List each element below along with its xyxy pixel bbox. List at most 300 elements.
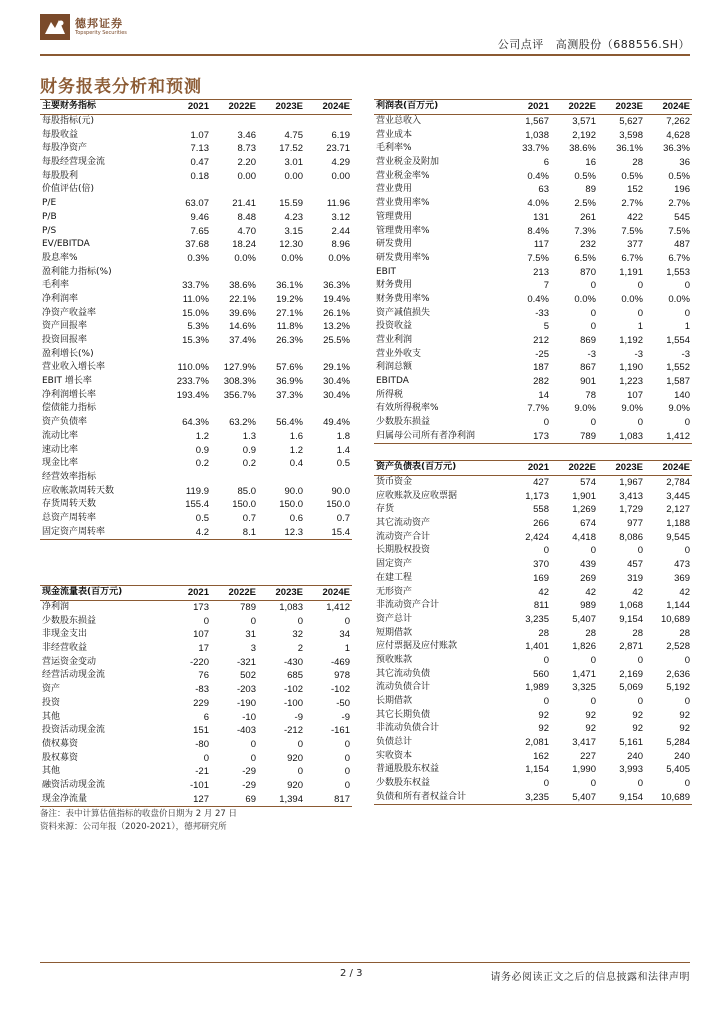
cell-value: 0.3% — [187, 252, 209, 264]
cell-value: 150.0 — [326, 499, 350, 511]
cell-value: 0 — [684, 696, 690, 708]
cell-value: 0 — [590, 307, 596, 319]
cell-value: 0.4% — [527, 293, 549, 305]
table-row — [40, 430, 352, 444]
cell-value: 1,826 — [572, 641, 596, 653]
year-header: 2021 — [164, 586, 211, 601]
row-label: 资产 — [42, 684, 61, 695]
cell-value: 1,154 — [525, 764, 549, 776]
cell-value: 10,689 — [645, 791, 692, 805]
cell-value: 0.00 — [237, 170, 256, 182]
table-row — [40, 628, 352, 642]
cell-value: 1.4 — [336, 444, 350, 456]
table-row — [374, 626, 692, 640]
cell-value: -3 — [634, 348, 643, 360]
table-row — [40, 224, 352, 238]
cell-value: 92 — [538, 709, 549, 721]
row-label: 固定资产周转率 — [40, 525, 164, 539]
row-label: 存货周转天数 — [42, 499, 97, 510]
row-label: 短期借款 — [376, 627, 413, 638]
cell-value: 487 — [674, 239, 690, 251]
cell-value: 1,190 — [619, 362, 643, 374]
table-row — [374, 361, 692, 375]
cell-value: 1,394 — [258, 792, 305, 806]
table-row — [374, 320, 692, 334]
table-row — [374, 777, 692, 791]
row-label: 投资回报率 — [42, 335, 88, 346]
cell-value: 17.52 — [279, 143, 303, 155]
table-row — [40, 142, 352, 156]
cell-value: -9 — [341, 711, 350, 723]
year-header: 2024E — [305, 586, 352, 601]
cell-value: 30.4% — [323, 376, 350, 388]
cell-value: 107 — [193, 629, 209, 641]
cell-value: 76 — [198, 670, 209, 682]
cell-value: 11.96 — [326, 198, 350, 210]
cell-value: 2.20 — [237, 157, 256, 169]
row-label: 营业成本 — [376, 129, 413, 140]
cell-value: 6.7% — [621, 252, 643, 264]
cell-value: 1,990 — [572, 764, 596, 776]
cell-value — [258, 347, 305, 361]
cell-value: 2,528 — [666, 641, 690, 653]
row-label: EBIT 增长率 — [42, 376, 92, 387]
cell-value: 3.12 — [331, 211, 350, 223]
cell-value: 1.3 — [242, 430, 256, 442]
table-row — [40, 669, 352, 683]
cell-value: 69 — [211, 792, 258, 806]
cell-value: 22.1% — [229, 293, 256, 305]
cell-value: 29.1% — [323, 362, 350, 374]
cell-value — [305, 183, 352, 197]
table-row — [40, 361, 352, 375]
cell-value: 1,412 — [326, 602, 350, 614]
cell-value: 0.9 — [242, 444, 256, 456]
cell-value: 2.7% — [621, 198, 643, 210]
cell-value: 107 — [627, 389, 643, 401]
row-label: 债权募资 — [42, 738, 79, 749]
cell-value — [258, 183, 305, 197]
table-row — [40, 457, 352, 471]
cell-value: 789 — [240, 602, 256, 614]
cell-value: 162 — [533, 750, 549, 762]
cell-value: 19.2% — [276, 293, 303, 305]
cell-value: 169 — [533, 572, 549, 584]
cell-value: 7.7% — [527, 403, 549, 415]
row-label: 其他 — [42, 711, 61, 722]
company-name: 高测股份（688556.SH） — [555, 38, 690, 51]
cell-value: 2.7% — [668, 198, 690, 210]
table-row — [40, 252, 352, 266]
cell-value: 558 — [533, 504, 549, 516]
cell-value — [211, 265, 258, 279]
cell-value: 7.65 — [190, 225, 209, 237]
cell-value: -403 — [236, 725, 256, 737]
table-row — [40, 642, 352, 656]
cell-value: -3 — [681, 348, 690, 360]
cell-value: 0.7 — [242, 512, 256, 524]
cell-value — [164, 183, 211, 197]
cell-value — [305, 347, 352, 361]
row-label: 营业税金及附加 — [376, 157, 440, 168]
cell-value — [211, 114, 258, 128]
row-label: 盈利增长(%) — [42, 348, 94, 359]
row-label: 财务费用率% — [376, 293, 430, 304]
row-label: 预收账款 — [376, 654, 413, 665]
row-label: 营业外收支 — [376, 348, 422, 359]
cell-value: 127.9% — [223, 362, 256, 374]
cell-value: -10 — [242, 711, 256, 723]
cell-value: 439 — [580, 559, 596, 571]
row-label: 其它长期负债 — [376, 709, 431, 720]
cell-value: 30.4% — [323, 389, 350, 401]
row-label: 股权募资 — [42, 752, 79, 763]
cell-value: 19.4% — [323, 293, 350, 305]
row-label: 融资活动现金流 — [42, 779, 106, 790]
row-label: 负债总计 — [376, 737, 413, 748]
cell-value — [305, 265, 352, 279]
table-row — [40, 738, 352, 752]
table-row — [374, 763, 692, 777]
cell-value: 240 — [674, 750, 690, 762]
row-label: 少数股东损益 — [42, 615, 97, 626]
cell-value: 173 — [504, 430, 551, 444]
cell-value: 0.5% — [621, 170, 643, 182]
table-header-row — [374, 100, 692, 115]
row-label: 固定资产 — [376, 559, 413, 570]
table-row — [374, 640, 692, 654]
cell-value: 457 — [627, 559, 643, 571]
cell-value: 2.5% — [574, 198, 596, 210]
table-row — [374, 142, 692, 156]
cell-value: 27.1% — [276, 307, 303, 319]
row-label: 无形资产 — [376, 586, 413, 597]
cell-value: -321 — [236, 656, 256, 668]
row-label: 少数股东权益 — [376, 778, 431, 789]
cell-value: 89 — [585, 184, 596, 196]
cell-value: 0.0% — [234, 252, 256, 264]
cell-value: 6 — [203, 711, 209, 723]
cell-value: -29 — [242, 766, 256, 778]
table-row — [374, 667, 692, 681]
table-row — [374, 736, 692, 750]
cell-value: 193.4% — [176, 389, 209, 401]
balance-sheet-table — [374, 460, 692, 805]
cell-value: 0 — [344, 752, 350, 764]
table-row — [40, 347, 352, 361]
row-label: 营运资金变动 — [42, 656, 97, 667]
table-row — [40, 512, 352, 526]
row-label: 长期股权投资 — [376, 545, 431, 556]
row-label: 营业利润 — [376, 335, 413, 346]
cell-value: 1,552 — [666, 362, 690, 374]
section-title: 财务报表分析和预测 — [40, 77, 202, 97]
cell-value: 9.0% — [668, 403, 690, 415]
table-row — [374, 402, 692, 416]
row-label: 非流动负债合计 — [376, 723, 440, 734]
table-row — [374, 279, 692, 293]
cell-value — [211, 402, 258, 416]
table-row — [40, 293, 352, 307]
cell-value: 227 — [580, 750, 596, 762]
table-row — [374, 517, 692, 531]
cell-value — [211, 347, 258, 361]
cell-value: 502 — [240, 670, 256, 682]
cell-value: 1,567 — [525, 116, 549, 128]
row-label: 实收资本 — [376, 750, 413, 761]
cell-value: 90.0 — [284, 485, 303, 497]
cell-value: 2 — [297, 643, 303, 655]
table-row — [374, 114, 692, 128]
cell-value: 36 — [679, 157, 690, 169]
cell-value: 427 — [533, 477, 549, 489]
row-label: 其他 — [42, 766, 61, 777]
cell-value — [164, 471, 211, 485]
cell-value — [258, 471, 305, 485]
cash-flow-table — [40, 585, 352, 807]
table-row — [374, 306, 692, 320]
year-header: 2021 — [164, 100, 211, 115]
table-row — [40, 765, 352, 779]
table-row — [40, 484, 352, 498]
cell-value: 0 — [297, 766, 303, 778]
row-label: 营业收入增长率 — [42, 362, 106, 373]
main-indicators-table — [40, 99, 352, 540]
cell-value: 0 — [590, 654, 596, 666]
cell-value: -102 — [330, 684, 350, 696]
cell-value: 2,127 — [666, 504, 690, 516]
cell-value: 117 — [533, 239, 549, 251]
year-header: 2023E — [598, 461, 645, 476]
cell-value: -203 — [236, 684, 256, 696]
row-label: 每股经营现金流 — [42, 157, 106, 168]
row-label: 偿债能力指标 — [42, 403, 97, 414]
cell-value: 63 — [538, 184, 549, 196]
row-label: 利润总额 — [376, 362, 413, 373]
row-label: 价值评估(倍) — [42, 184, 95, 195]
cell-value: 0 — [543, 654, 549, 666]
cell-value: 11.0% — [182, 293, 209, 305]
cell-value: 173 — [193, 602, 209, 614]
cell-value: 0.7 — [336, 512, 350, 524]
table-row — [40, 600, 352, 614]
cell-value: 0 — [684, 778, 690, 790]
cell-value: 196 — [674, 184, 690, 196]
cell-value: -101 — [189, 779, 209, 791]
row-label: 投资 — [42, 697, 61, 708]
table-row — [374, 475, 692, 489]
cell-value: 92 — [679, 709, 690, 721]
table-row — [40, 697, 352, 711]
table-row — [374, 224, 692, 238]
table-row — [40, 655, 352, 669]
cell-value: 319 — [627, 572, 643, 584]
cell-value: 0 — [203, 615, 209, 627]
row-label: 每股净资产 — [42, 143, 88, 154]
cell-value: 1.8 — [336, 430, 350, 442]
cell-value: 1,192 — [619, 335, 643, 347]
table-title: 主要财务指标 — [40, 100, 164, 115]
row-label: 资产减值损失 — [376, 307, 431, 318]
cell-value: 978 — [334, 670, 350, 682]
cell-value: 42 — [632, 586, 643, 598]
cell-value: 3,413 — [619, 490, 643, 502]
cell-value: 39.6% — [229, 307, 256, 319]
row-label: 归属母公司所有者净利润 — [374, 430, 504, 444]
cell-value: 7 — [543, 280, 549, 292]
row-label: 在建工程 — [376, 572, 413, 583]
cell-value: 119.9 — [185, 485, 209, 497]
cell-value — [258, 265, 305, 279]
cell-value: 92 — [585, 709, 596, 721]
year-header: 2024E — [645, 100, 692, 115]
cell-value: 63.2% — [229, 417, 256, 429]
cell-value: 1,729 — [619, 504, 643, 516]
cell-value: 0.0% — [328, 252, 350, 264]
cell-value: 42 — [538, 586, 549, 598]
row-label: 普通股股东权益 — [376, 764, 440, 775]
table-notes — [40, 808, 237, 834]
cell-value: 3.46 — [237, 129, 256, 141]
cell-value: 869 — [580, 335, 596, 347]
cell-value: 0 — [637, 307, 643, 319]
cell-value: 7.5% — [621, 225, 643, 237]
cell-value: 0 — [590, 321, 596, 333]
year-header: 2022E — [211, 100, 258, 115]
row-label: 营业费用 — [376, 184, 413, 195]
cell-value: 150.0 — [232, 499, 256, 511]
cell-value: 0 — [684, 280, 690, 292]
cell-value: 0 — [637, 280, 643, 292]
row-label: 财务费用 — [376, 280, 413, 291]
cell-value: 1.07 — [190, 129, 209, 141]
cell-value: 789 — [551, 430, 598, 444]
cell-value: 15.4 — [305, 525, 352, 539]
cell-value: 422 — [627, 211, 643, 223]
logo-name-en: Topsperity Securities — [75, 30, 127, 36]
row-label: 负债和所有者权益合计 — [374, 791, 504, 805]
table-row — [40, 683, 352, 697]
table-row — [40, 375, 352, 389]
table-row — [40, 779, 352, 793]
row-label: 资产总计 — [376, 613, 413, 624]
cell-value: 0.0% — [281, 252, 303, 264]
cell-value: 23.71 — [326, 143, 350, 155]
row-label: 现金净流量 — [40, 792, 164, 806]
cell-value: 36.3% — [323, 280, 350, 292]
cell-value: 0.0% — [621, 293, 643, 305]
cell-value: 1,471 — [572, 668, 596, 680]
cell-value: 64.3% — [182, 417, 209, 429]
cell-value: 33.7% — [182, 280, 209, 292]
cell-value: 0 — [590, 696, 596, 708]
cell-value: 7.13 — [190, 143, 209, 155]
cell-value: 674 — [580, 518, 596, 530]
cell-value: 0 — [344, 738, 350, 750]
cell-value: 0 — [684, 654, 690, 666]
cell-value: 37.68 — [185, 239, 209, 251]
table-row — [374, 530, 692, 544]
cell-value: 12.30 — [279, 239, 303, 251]
cell-value: 6.19 — [331, 129, 350, 141]
row-label: P/E — [42, 198, 57, 209]
cell-value: 0 — [543, 778, 549, 790]
row-label: EBITDA — [376, 376, 409, 387]
table-row — [40, 306, 352, 320]
footer-divider — [40, 962, 690, 963]
cell-value: 4.70 — [237, 225, 256, 237]
row-label: 投资收益 — [376, 321, 413, 332]
note-valuation-date: 备注：表中计算估值指标的收盘价日期为 2 月 27 日 — [40, 809, 238, 819]
table-row — [374, 211, 692, 225]
table-title: 利润表(百万元) — [374, 100, 504, 115]
row-label: 应付票据及应付账款 — [376, 641, 458, 652]
row-label: 盈利能力指标(%) — [42, 266, 112, 277]
cell-value: 3,235 — [504, 791, 551, 805]
cell-value: 37.4% — [229, 335, 256, 347]
table-row — [40, 792, 352, 806]
cell-value: 0 — [684, 307, 690, 319]
cell-value: 2.44 — [331, 225, 350, 237]
table-row — [40, 614, 352, 628]
table-row — [374, 695, 692, 709]
cell-value: 32 — [292, 629, 303, 641]
cell-value: -25 — [535, 348, 549, 360]
row-label: 每股收益 — [42, 129, 79, 140]
cell-value: 1,553 — [666, 266, 690, 278]
cell-value: 13.2% — [323, 321, 350, 333]
table-header-row — [40, 586, 352, 601]
table-row — [40, 498, 352, 512]
cell-value: 1,269 — [572, 504, 596, 516]
row-label: 管理费用 — [376, 211, 413, 222]
cell-value — [305, 402, 352, 416]
cell-value: 5,161 — [619, 737, 643, 749]
cell-value: 0.18 — [190, 170, 209, 182]
cell-value: 0.0% — [574, 293, 596, 305]
cell-value: 57.6% — [276, 362, 303, 374]
row-label: 净利润增长率 — [42, 389, 97, 400]
table-row — [40, 334, 352, 348]
cell-value: 212 — [533, 335, 549, 347]
cell-value: 356.7% — [223, 389, 256, 401]
table-row — [374, 722, 692, 736]
cell-value: 3.15 — [284, 225, 303, 237]
table-row — [40, 724, 352, 738]
cell-value: 560 — [533, 668, 549, 680]
cell-value: 7,262 — [666, 116, 690, 128]
cell-value: 9,154 — [598, 791, 645, 805]
cell-value: 0 — [543, 545, 549, 557]
table-row — [40, 416, 352, 430]
cell-value: 8.48 — [237, 211, 256, 223]
cell-value: 4.23 — [284, 211, 303, 223]
cell-value: -21 — [195, 766, 209, 778]
cell-value: 1.2 — [195, 430, 209, 442]
cell-value: 0 — [543, 696, 549, 708]
table-row — [374, 489, 692, 503]
cell-value: 1,173 — [525, 490, 549, 502]
table-row — [40, 471, 352, 485]
cell-value: 867 — [580, 362, 596, 374]
cell-value: 0 — [637, 778, 643, 790]
cell-value: 0.4 — [289, 458, 303, 470]
table-row — [40, 265, 352, 279]
cell-value: -102 — [283, 684, 303, 696]
cell-value: 4.0% — [527, 198, 549, 210]
cell-value: -33 — [535, 307, 549, 319]
cell-value: 16 — [585, 157, 596, 169]
